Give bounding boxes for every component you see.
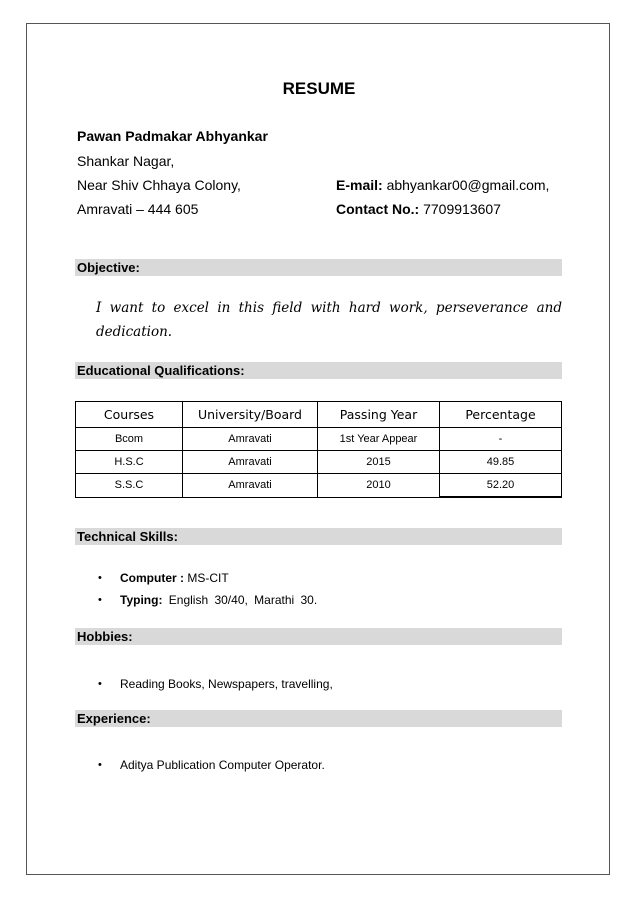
- experience-list: [98, 754, 325, 776]
- cell-percentage: 49.85: [440, 451, 562, 474]
- cell-year: 1st Year Appear: [318, 428, 440, 451]
- cell-course: S.S.C: [76, 474, 183, 498]
- technical-skills-heading: Technical Skills:: [75, 528, 562, 545]
- table-row: [76, 451, 562, 474]
- list-item: [98, 567, 317, 589]
- cell-board: Amravati: [183, 451, 318, 474]
- list-item: [98, 673, 333, 695]
- skill-value: English 30/40, Marathi 30.: [162, 593, 318, 607]
- resume-title: RESUME: [282, 79, 356, 98]
- column-header-university: University/Board: [183, 402, 318, 428]
- education-table: [75, 401, 562, 498]
- address-line-2: Near Shiv Chhaya Colony,: [77, 177, 241, 193]
- education-heading: Educational Qualifications:: [75, 362, 562, 379]
- email-value: abhyankar00@gmail.com,: [382, 177, 550, 193]
- hobbies-heading: Hobbies:: [75, 628, 562, 645]
- objective-heading: Objective:: [75, 259, 562, 276]
- email-label: E-mail:: [336, 177, 383, 193]
- cell-course: Bcom: [76, 428, 183, 451]
- phone-value: 7709913607: [419, 201, 501, 217]
- experience-heading: Experience:: [75, 710, 562, 727]
- phone-line: [336, 201, 501, 217]
- cell-year: 2015: [318, 451, 440, 474]
- technical-skills-list: [98, 567, 317, 611]
- candidate-name: Pawan Padmakar Abhyankar: [77, 128, 268, 144]
- phone-label: Contact No.:: [336, 201, 420, 217]
- list-item: [98, 589, 317, 611]
- address-line-1: Shankar Nagar,: [77, 153, 175, 169]
- objective-text: I want to excel in this field with hard work, perseverance and dedication.: [96, 300, 562, 340]
- skill-value: MS-CIT: [184, 571, 229, 585]
- skill-label: Computer :: [120, 571, 184, 585]
- address-line-3: Amravati – 444 605: [77, 201, 199, 217]
- table-row: [76, 428, 562, 451]
- column-header-percentage: Percentage: [440, 402, 562, 428]
- cell-board: Amravati: [183, 428, 318, 451]
- email-line: [336, 177, 549, 193]
- column-header-courses: Courses: [76, 402, 183, 428]
- cell-percentage: -: [440, 428, 562, 451]
- experience-text: Aditya Publication Computer Operator.: [120, 758, 325, 772]
- education-table-header: [76, 402, 562, 428]
- list-item: [98, 754, 325, 776]
- skill-label: Typing:: [120, 593, 163, 607]
- bullet-icon: •: [98, 759, 102, 771]
- hobbies-list: [98, 673, 333, 695]
- bullet-icon: •: [98, 572, 102, 584]
- column-header-passing-year: Passing Year: [318, 402, 440, 428]
- cell-course: H.S.C: [76, 451, 183, 474]
- cell-board: Amravati: [183, 474, 318, 498]
- cell-year: 2010: [318, 474, 440, 498]
- bullet-icon: •: [98, 678, 102, 690]
- bullet-icon: •: [98, 594, 102, 606]
- hobby-text: Reading Books, Newspapers, travelling,: [120, 677, 333, 691]
- cell-percentage: 52.20: [440, 474, 562, 498]
- table-row: [76, 474, 562, 498]
